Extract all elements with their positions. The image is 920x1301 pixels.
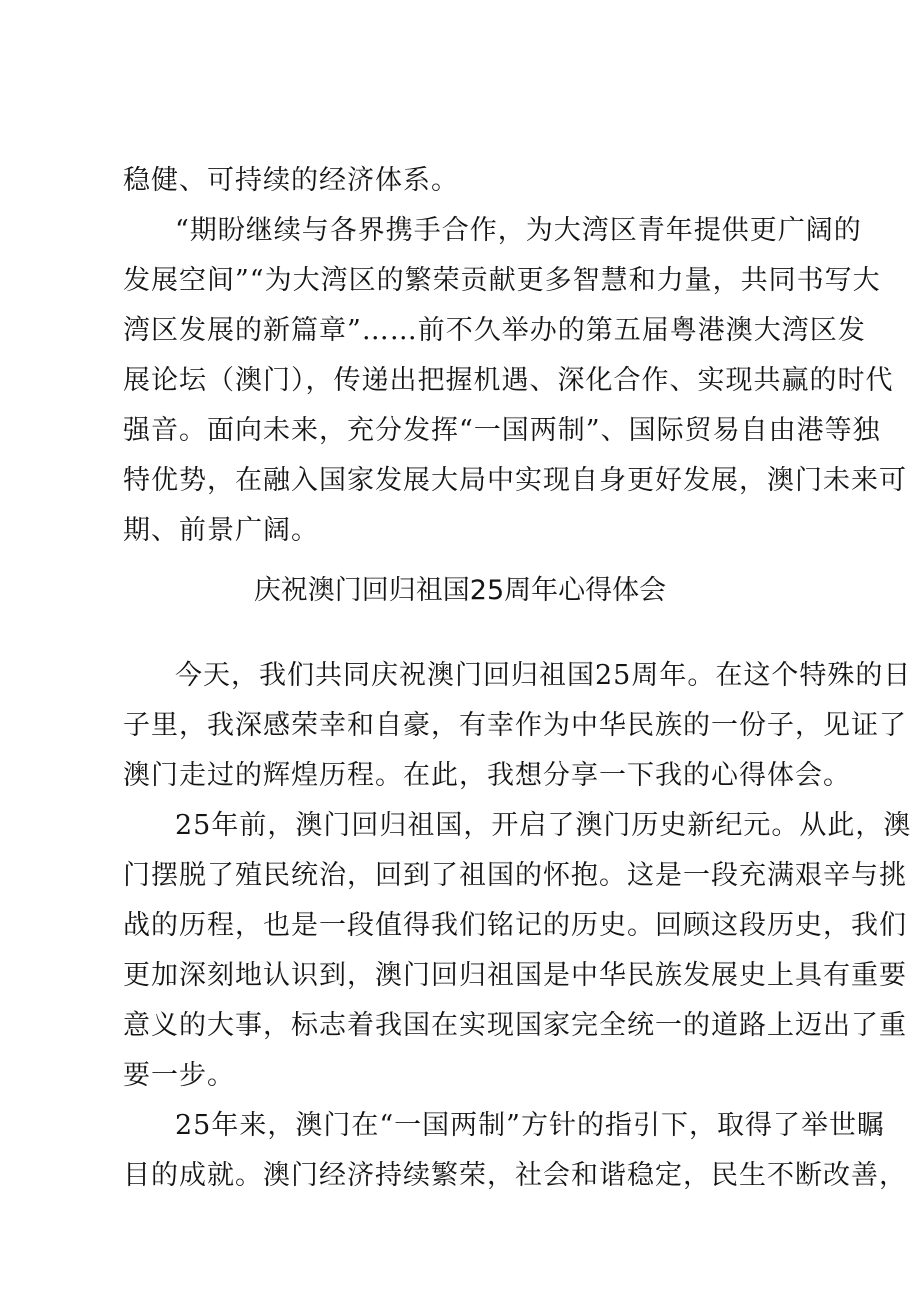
paragraph-line: 今天，我们共同庆祝澳门回归祖国25周年。在这个特殊的日 [175,660,912,691]
paragraph-line: 要一步。 [123,1060,235,1091]
document-section-2 [123,651,912,1201]
paragraph-line: 子里，我深感荣幸和自豪，有幸作为中华民族的一份子，见证了 [123,710,907,741]
paragraph-line: 战的历程，也是一段值得我们铭记的历史。回顾这段历史，我们 [123,910,907,941]
paragraph-line: 意义的大事，标志着我国在实现国家完全统一的道路上迈出了重 [123,1010,907,1041]
document-section-1 [123,156,907,556]
paragraph-line: 目的成就。澳门经济持续繁荣，社会和谐稳定，民生不断改善， [123,1160,907,1191]
document-title: 庆祝澳门回归祖国25周年心得体会 [253,575,667,606]
paragraph-line: “期盼继续与各界携手合作，为大湾区青年提供更广阔的 [175,215,862,246]
paragraph-line: 25年前，澳门回归祖国，开启了澳门历史新纪元。从此，澳 [175,810,912,841]
paragraph-line: 澳门走过的辉煌历程。在此，我想分享一下我的心得体会。 [123,760,851,791]
paragraph-line: 强音。面向未来，充分发挥“一国两制”、国际贸易自由港等独 [123,415,881,446]
paragraph-line: 期、前景广阔。 [123,515,319,546]
paragraph-line: 展论坛（澳门），传递出把握机遇、深化合作、实现共赢的时代 [123,365,894,396]
paragraph-line: 湾区发展的新篇章”……前不久举办的第五届粤港澳大湾区发 [123,315,866,346]
paragraph-line: 更加深刻地认识到，澳门回归祖国是中华民族发展史上具有重要 [123,960,907,991]
paragraph-line: 稳健、可持续的经济体系。 [123,165,459,196]
paragraph-line: 特优势，在融入国家发展大局中实现自身更好发展，澳门未来可 [123,465,907,496]
paragraph-line: 发展空间”“为大湾区的繁荣贡献更多智慧和力量，共同书写大 [123,265,881,296]
paragraph-line: 25年来，澳门在“一国两制”方针的指引下，取得了举世瞩 [175,1110,885,1141]
paragraph-line: 门摆脱了殖民统治，回到了祖国的怀抱。这是一段充满艰辛与挑 [123,860,907,891]
